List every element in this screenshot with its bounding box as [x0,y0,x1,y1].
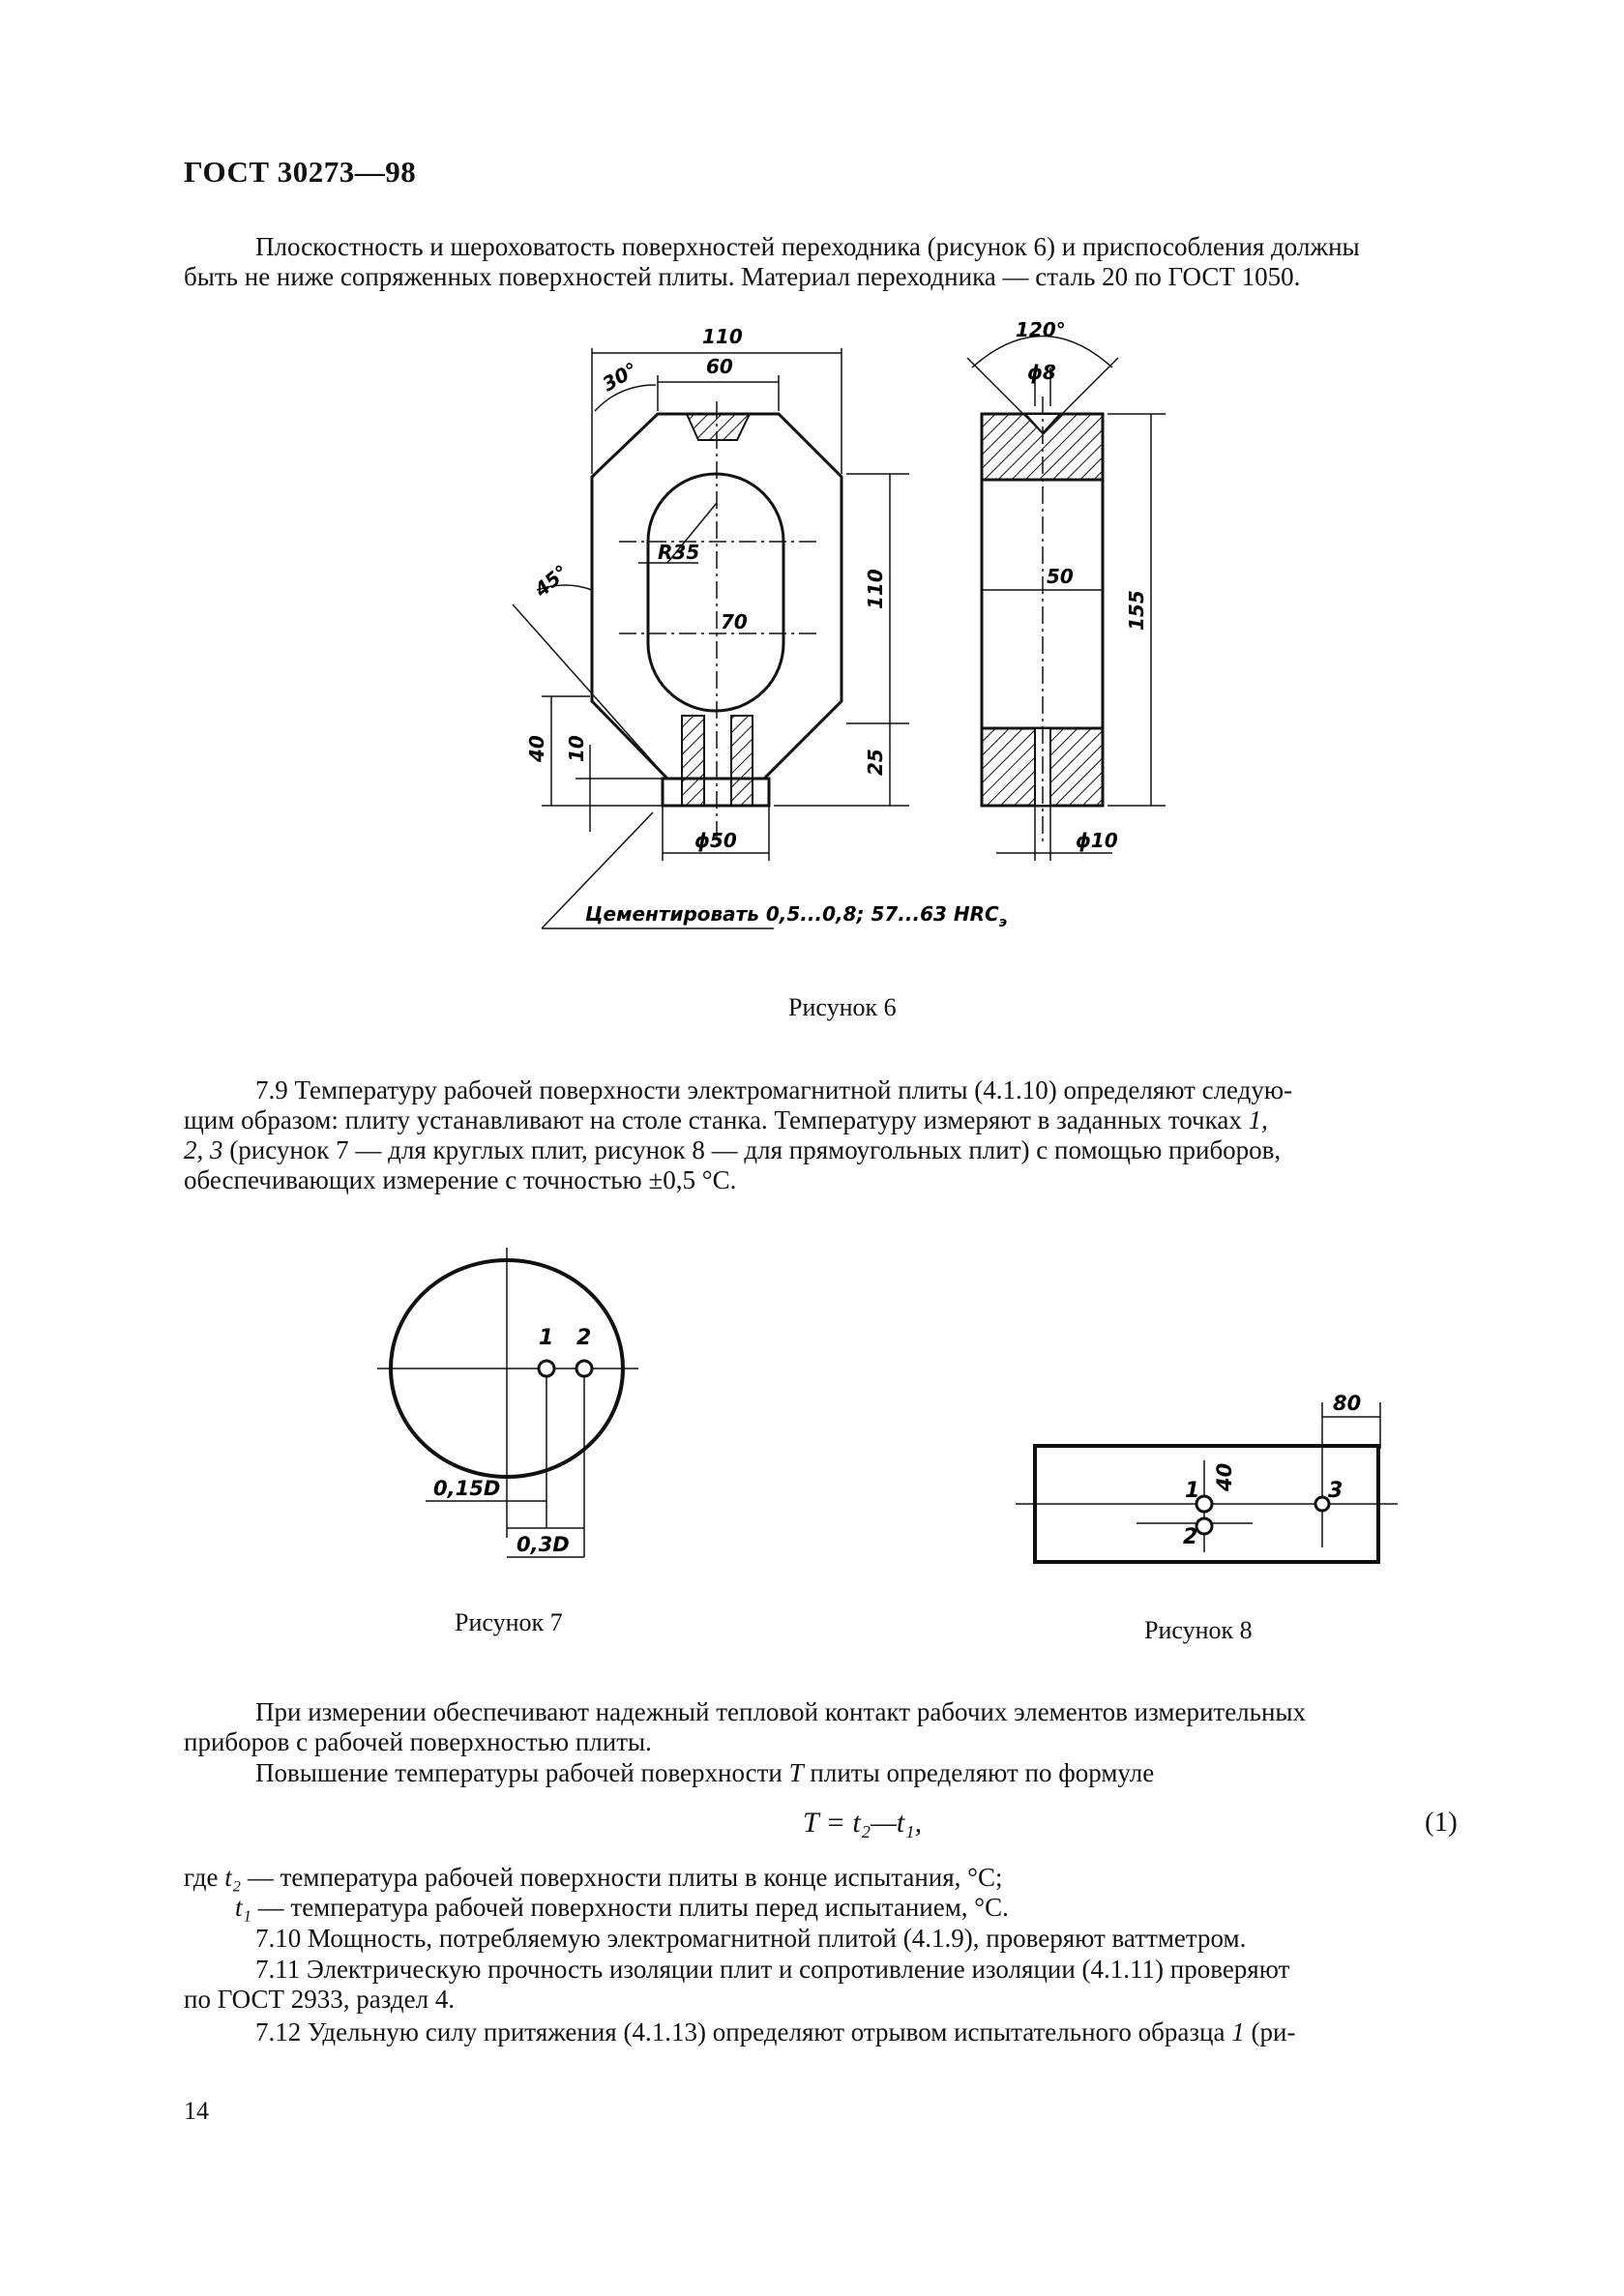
where-word: где [184,1863,225,1892]
para1-line1: Плоскостность и шероховатость поверхностей переходника (рисунок 6) и приспособления должны [255,232,1360,261]
figure-8-drawing [1011,1383,1398,1576]
page-number: 14 [184,2097,209,2125]
paragraph-7-11-line2 [184,1985,1511,2015]
p712-sample-ref: 1 [1231,2017,1245,2046]
p711-line1: 7.11 Электрическую прочность изоляции плит и сопротивление изоляции (4.1.11) проверяют [255,1955,1290,1984]
point-3-marker [1315,1497,1329,1511]
dim-40: 40 [525,735,548,762]
where-line-2 [235,1893,1511,1923]
adapter-slot [648,474,783,711]
label-point-2: 2 [1183,1525,1198,1549]
where-t2-def: — температура рабочей поверхности плиты в конце испытания, °С; [241,1863,1003,1892]
where-line-1 [184,1863,1511,1893]
point-2-marker [576,1361,592,1376]
p79-line3: (рисунок 7 — для круглых плит, рисунок 8 — для прямоугольных плит) с помощью приборов, [222,1135,1282,1164]
dim-r35: R35 [658,541,700,564]
figure-6-caption: Рисунок 6 [788,993,897,1021]
dim-50: 50 [1047,565,1074,588]
point-2-marker [1196,1518,1212,1534]
label-point-1: 1 [539,1326,554,1350]
dim-30deg: 30° [598,357,642,397]
formula: T = t₂—t₁, [803,1807,923,1839]
p79-line1: 7.9 Температуру рабочей поверхности электромагнитной плиты (4.1.10) определяют следую- [255,1075,1293,1104]
contact-line1: При измерении обеспечивают надежный тепловой контакт рабочих элементов измерительных [255,1697,1307,1726]
dim-110-top: 110 [702,325,743,348]
dim-0-15d: 0,15D [433,1477,501,1500]
symbol-t2: t₂ [224,1863,242,1892]
paragraph-flatness-cont [184,262,1511,292]
p711-line2: по ГОСТ 2933, раздел 4. [184,1985,456,2014]
dim-110-side: 110 [864,569,887,609]
symbol-t1: t₁ [235,1893,251,1922]
p79-line4: обеспечивающих измерение с точностью ±0,5 °С. [184,1165,737,1194]
paragraph-7-10 [184,1924,1511,1954]
paragraph-7-9-line2 [184,1105,1511,1135]
para1-line2: быть не ниже сопряженных поверхностей плиты. Материал переходника — сталь 20 по ГОСТ 1050. [184,262,1301,291]
paragraph-7-9-line3 [184,1135,1511,1165]
paragraph-temperature-rise [184,1758,1511,1788]
p79-points-2-3: 2, 3 [184,1135,223,1164]
temp-rise-text-end: плиты определяют по формуле [803,1758,1155,1787]
dim-40: 40 [1213,1462,1236,1491]
figure-7-drawing [377,1248,658,1567]
paragraph-7-9-line4 [184,1165,1511,1195]
figure-8-caption: Рисунок 8 [1144,1616,1253,1644]
dim-25: 25 [864,749,887,776]
formula-number: (1) [1425,1807,1458,1838]
figure-6-drawing [484,309,1180,948]
dim-10: 10 [565,735,588,762]
paragraph-flatness [184,232,1511,262]
dim-45deg: 45° [529,560,574,602]
p79-point-1: 1, [1248,1105,1268,1134]
dim-80: 80 [1333,1392,1362,1415]
symbol-T: T [788,1758,804,1787]
paragraph-7-12 [184,2017,1511,2047]
label-point-2: 2 [576,1326,592,1350]
p79-line2: щим образом: плиту устанавливают на столе станка. Температуру измеряют в заданных точках [184,1105,1242,1134]
hardening-note: Цементировать 0,5...0,8; 57...63 $HRC_э$ [585,902,1008,930]
temp-rise-text: Повышение температуры рабочей поверхности [255,1758,789,1787]
paragraph-contact [184,1697,1511,1727]
where-t1-def: — температура рабочей поверхности плиты перед испытанием, °С. [251,1893,1009,1922]
dim-diameter-50: ϕ50 [694,829,737,852]
p710-text: 7.10 Мощность, потребляемую электромагнитной плитой (4.1.9), проверяют ваттметром. [255,1924,1247,1953]
label-point-1: 1 [1185,1479,1200,1503]
paragraph-contact-line2 [184,1727,1511,1757]
dim-155: 155 [1125,590,1148,631]
document-header: ГОСТ 30273—98 [184,155,417,189]
dim-0-3d: 0,3D [517,1533,570,1556]
paragraph-7-11 [184,1955,1511,1985]
dim-diameter-8: ϕ8 [1027,361,1056,384]
dim-120deg: 120° [1016,318,1066,341]
paragraph-7-9 [184,1075,1511,1105]
point-1-marker [539,1361,554,1376]
dim-diameter-10: ϕ10 [1076,829,1118,852]
p712-text: 7.12 Удельную силу притяжения (4.1.13) определяют отрывом испытательного образца [255,2017,1232,2046]
figure-7-caption: Рисунок 7 [455,1608,563,1636]
contact-line2: приборов с рабочей поверхностью плиты. [184,1727,652,1756]
p712-text-end: (ри- [1244,2017,1296,2046]
label-point-3: 3 [1328,1479,1343,1503]
dim-60: 60 [706,355,733,378]
dim-70: 70 [721,610,748,633]
